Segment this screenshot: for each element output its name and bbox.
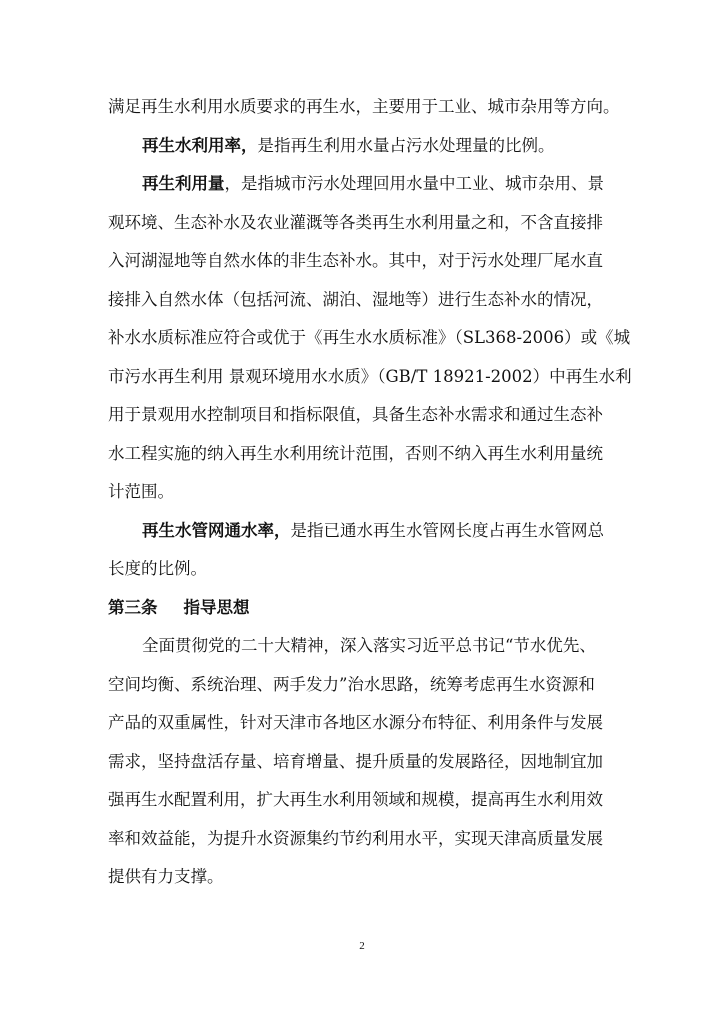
definition-reuse-rate [108,127,620,166]
definition-reuse-volume [108,165,620,204]
paragraph-line: 全面贯彻党的二十大精神，深入落实习近平总书记“节水优先、 [142,636,596,655]
paragraph-line: 空间均衡、系统治理、两手发力”治水思路，统筹考虑再生水资源和 [108,674,595,694]
definition-text: 是指已通水再生水管网长度占再生水管网总 [290,520,604,540]
paragraph-line: 需求，坚持盘活存量、培育增量、提升质量的发展路径，因地制宜加 [108,751,603,771]
page-number: 2 [359,940,365,952]
paragraph-line: 入河湖湿地等自然水体的非生态补水。其中，对于污水处理厂尾水直 [108,251,603,270]
paragraph-line: 强再生水配置利用，扩大再生水利用领域和规模，提高再生水利用效 [108,790,603,809]
paragraph-line: 产品的双重属性，针对天津市各地区水源分布特征、利用条件与发展 [108,713,603,732]
paragraph-line: 满足再生水利用水质要求的再生水，主要用于工业、城市杂用等方向。 [108,97,620,116]
paragraph-line: 率和效益能，为提升水资源集约节约利用水平，实现天津高质量发展 [108,828,603,848]
definition-text: ，是指城市污水处理回用水量中工业、城市杂用、景 [224,174,604,193]
paragraph-line: 用于景观用水控制项目和指标限值，具备生态补水需求和通过生态补 [108,405,603,424]
article-number: 第三条 [108,597,158,617]
definition-text: 是指再生利用水量占污水处理量的比例。 [257,135,555,155]
term-reuse-volume: 再生利用量 [142,174,225,193]
document-body [108,88,632,897]
paragraph-line: 计范围。 [108,482,174,501]
paragraph-line: 水工程实施的纳入再生水利用统计范围，否则不纳入再生水利用量统 [108,443,603,463]
article-title: 指导思想 [183,597,250,617]
term-pipe-network-rate: 再生水管网通水率， [142,520,291,540]
paragraph-line: 补水水质标准应符合或优于《再生水水质标准》（SL368-2006）或《城 [108,328,631,347]
definition-pipe-network-rate [108,512,620,551]
paragraph-line: 提供有力支撑。 [108,867,224,886]
paragraph-line: 观环境、生态补水及农业灌溉等各类再生水利用量之和，不含直接排 [108,212,603,232]
section-heading [108,589,620,628]
term-reuse-rate: 再生水利用率， [142,135,258,155]
paragraph-line: 接排入自然水体（包括河流、湖泊、湿地等）进行生态补水的情况， [108,289,603,309]
paragraph-line: 长度的比例。 [108,559,207,578]
paragraph-line: 市污水再生利用 景观环境用水水质》（GB/T 18921-2002）中再生水利 [108,366,632,386]
